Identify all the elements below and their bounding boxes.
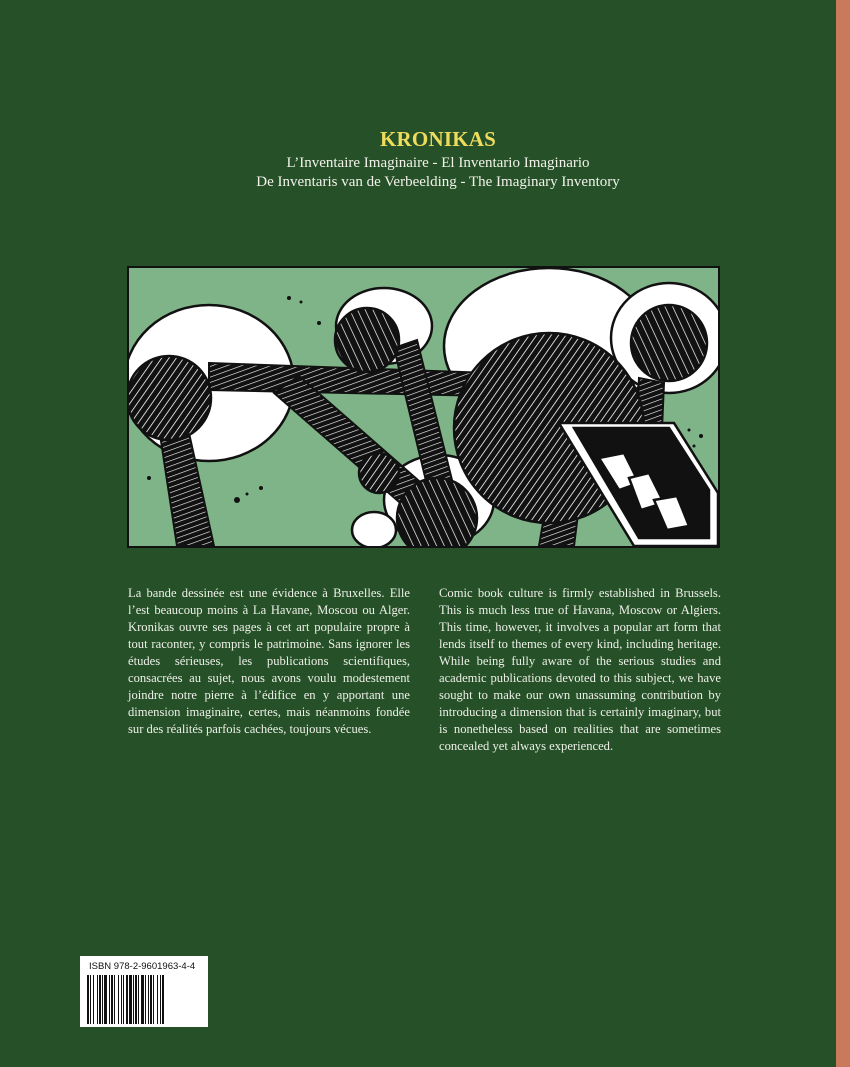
- barcode-bar: [153, 975, 154, 1024]
- barcode-bar: [90, 975, 91, 1024]
- barcode-bar: [99, 975, 101, 1024]
- barcode-bar: [93, 975, 94, 1024]
- barcode-bar: [97, 975, 98, 1024]
- isbn-number: ISBN 978-2-9601963-4-4: [89, 961, 196, 972]
- barcode-bar: [148, 975, 149, 1024]
- barcode-bar: [141, 975, 144, 1024]
- barcode-bar: [150, 975, 152, 1024]
- barcode-bar: [102, 975, 103, 1024]
- barcode-bar: [135, 975, 137, 1024]
- blurb-french: La bande dessinée est une évidence à Bruxelles. Elle l’est beaucoup moins à La Havane, Moscou ou Alger. Kronikas ouvre ses pages à cet art populaire propre à tout raconter, y compris le patrimoine. Sans ignorer les études sérieuses, les publications scientifiques, consacrées au sujet, nous avons voulu modestement joindre notre pierre à l’édifice en y apportant une dimension imaginaire, certes, mais néanmoins fondée sur des réalités parfois cachées, toujours vécues.: [128, 586, 410, 736]
- barcode-bar: [118, 975, 119, 1024]
- barcode-bar: [123, 975, 124, 1024]
- barcode-bar: [126, 975, 128, 1024]
- barcode-bar: [162, 975, 164, 1024]
- barcode-bar: [133, 975, 134, 1024]
- atomium-illustration: [127, 266, 720, 548]
- barcode-bar: [109, 975, 110, 1024]
- blurb-english: Comic book culture is firmly established in Brussels. This is much less true of Havana, Moscow or Algiers. This time, however, it involves a popular art form that lends itself to themes of every kind, including heritage. While being fully aware of the serious studies and academic publications devoted to this subject, we have sought to make our own unassuming contribution by introducing a dimension that is certainly imaginary, but is nonetheless based on realities that are sometimes concealed yet always experienced.: [439, 586, 721, 753]
- barcode-bar: [114, 975, 115, 1024]
- barcode-bar: [145, 975, 146, 1024]
- book-spine-edge: [836, 0, 850, 1067]
- barcode-bar: [160, 975, 161, 1024]
- book-title: KRONIKAS: [380, 127, 496, 151]
- barcode-bar: [121, 975, 122, 1024]
- barcode-bar: [129, 975, 132, 1024]
- barcode-bar: [104, 975, 107, 1024]
- barcode-bars: [86, 975, 202, 1024]
- isbn-barcode: [80, 956, 208, 1027]
- barcode-bar: [87, 975, 89, 1024]
- barcode-bar: [111, 975, 113, 1024]
- subtitle-line-1: L’Inventaire Imaginaire - El Inventario Imaginario: [286, 155, 590, 171]
- cover-header: [0, 126, 836, 192]
- subtitle-line-2: De Inventaris van de Verbeelding - The Imaginary Inventory: [256, 174, 620, 190]
- barcode-bar: [157, 975, 158, 1024]
- barcode-bar: [138, 975, 139, 1024]
